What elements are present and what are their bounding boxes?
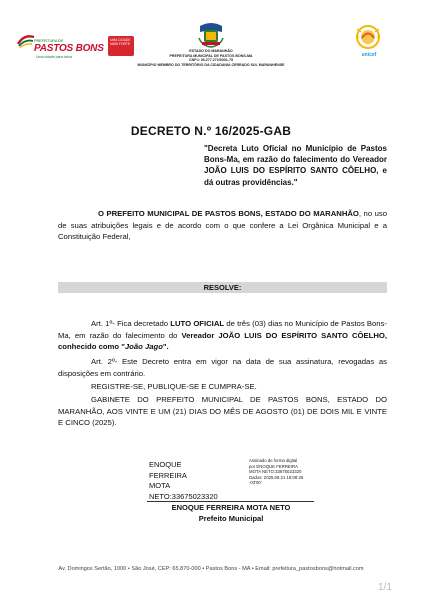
signature-detail-3: MOTA NETO:33675023320 bbox=[249, 469, 302, 474]
decree-summary: "Decreta Luto Oficial no Município de Pastos Bons-Ma, em razão do falecimento do Vereador JOÃO LUIS DO ESPÍRITO SANTO CÔELHO, e dá outras providências." bbox=[204, 144, 387, 187]
logo-brand-name: PASTOS BONS bbox=[34, 43, 104, 54]
gov-line-territory: MUNICÍPIO MEMBRO DO TERRITÓRIO DA CIDADANIA CERRADO SUL MARANHENSE bbox=[137, 62, 285, 67]
signature-caption bbox=[120, 503, 342, 524]
state-crest-icon bbox=[196, 20, 226, 48]
article-2: Art. 2º- Este Decreto entra em vigor na data de sua assinatura, revogadas as disposições em contrário. bbox=[58, 357, 387, 378]
decree-title: DECRETO N.º 16/2025-GAB bbox=[130, 124, 292, 138]
signature-details bbox=[249, 458, 319, 486]
article-1 bbox=[58, 318, 387, 353]
gov-line-cnpj: CNPJ: 06.277.272/0001-75 bbox=[189, 58, 233, 63]
article-1-nickname: João Jago bbox=[124, 342, 163, 352]
government-header-text bbox=[60, 49, 362, 67]
caption-name: ENOQUE FERREIRA MOTA NETO bbox=[171, 503, 291, 512]
article-1-luto: LUTO OFICIAL bbox=[170, 319, 225, 328]
letterhead bbox=[0, 22, 422, 82]
signature-line bbox=[147, 501, 314, 502]
preamble-bold: O PREFEITO MUNICIPAL DE PASTOS BONS, ESTADO DO MARANHÃO bbox=[98, 209, 359, 218]
signature-detail-2: por ENOQUE FERREIRA bbox=[249, 463, 298, 469]
signature-detail-4: Dados: 2025.08.21 18:08:25 bbox=[249, 474, 304, 480]
gov-line-state: ESTADO DO MARANHÃO bbox=[189, 49, 233, 53]
unicef-seal-icon bbox=[352, 24, 384, 52]
footer-address: Av. Domingos Sertão, 1000 • São José, CEP: 65.870-000 • Pastos Bons - MA • Email: prefeitura_pastosbons@hotmail.com bbox=[58, 566, 364, 572]
preamble-paragraph bbox=[58, 208, 387, 243]
article-1-vereador: Vereador JOÃO LUIS DO ESPÍRITO SANTO CÔELHO, conhecido como " bbox=[58, 330, 387, 352]
gov-line-prefeitura: PREFEITURA MUNICIPAL DE PASTOS BONS-MA bbox=[169, 53, 253, 58]
preamble-rest: , no uso de suas atribuições legais e de acordo com o que confere a Lei Orgânica Municipal e a Constituição Federal, bbox=[58, 209, 387, 242]
logo-tagline: Uma cidade para todos bbox=[36, 55, 73, 59]
signer-name-line-3: NETO:33675023320 bbox=[149, 491, 218, 501]
unicef-label: unicef bbox=[361, 52, 377, 58]
gabinete-paragraph: GABINETE DO PREFEITO MUNICIPAL DE PASTOS BONS, ESTADO DO MARANHÃO, AOS VINTE E UM (21) DIAS DO MÊS DE AGOSTO (01) DE DOIS MIL E VINTE E CINCO (2025). bbox=[58, 395, 387, 428]
article-1-text-c: de três (03) dias no Município de Pastos Bons-Ma, em razão do falecimento do bbox=[58, 319, 387, 340]
logo-badge: UMA CIDADE MAIS FORTE bbox=[108, 36, 134, 56]
digital-signature bbox=[149, 458, 315, 502]
signature-detail-5: -03'00' bbox=[249, 480, 262, 485]
registre-line: REGISTRE-SE, PUBLIQUE-SE E CUMPRA-SE. bbox=[91, 382, 257, 391]
logo-swoosh-icon bbox=[16, 34, 36, 48]
signer-name-line-1: ENOQUE FERREIRA bbox=[149, 460, 187, 480]
logo-brand-small: PREFEITURA DE bbox=[34, 38, 64, 43]
article-1-end: ". bbox=[162, 342, 169, 352]
article-1-text-a: Art. 1º- Fica decretado bbox=[91, 319, 171, 328]
page-indicator: 1/1 bbox=[378, 582, 392, 593]
unicef-seal bbox=[352, 24, 384, 64]
caption-role: Prefeito Municipal bbox=[198, 513, 264, 523]
signer-name-line-2: MOTA bbox=[149, 481, 171, 490]
signer-name bbox=[149, 460, 219, 502]
resolve-heading: RESOLVE: bbox=[58, 282, 387, 293]
signature-detail-1: Assinado de forma digital bbox=[249, 458, 298, 463]
